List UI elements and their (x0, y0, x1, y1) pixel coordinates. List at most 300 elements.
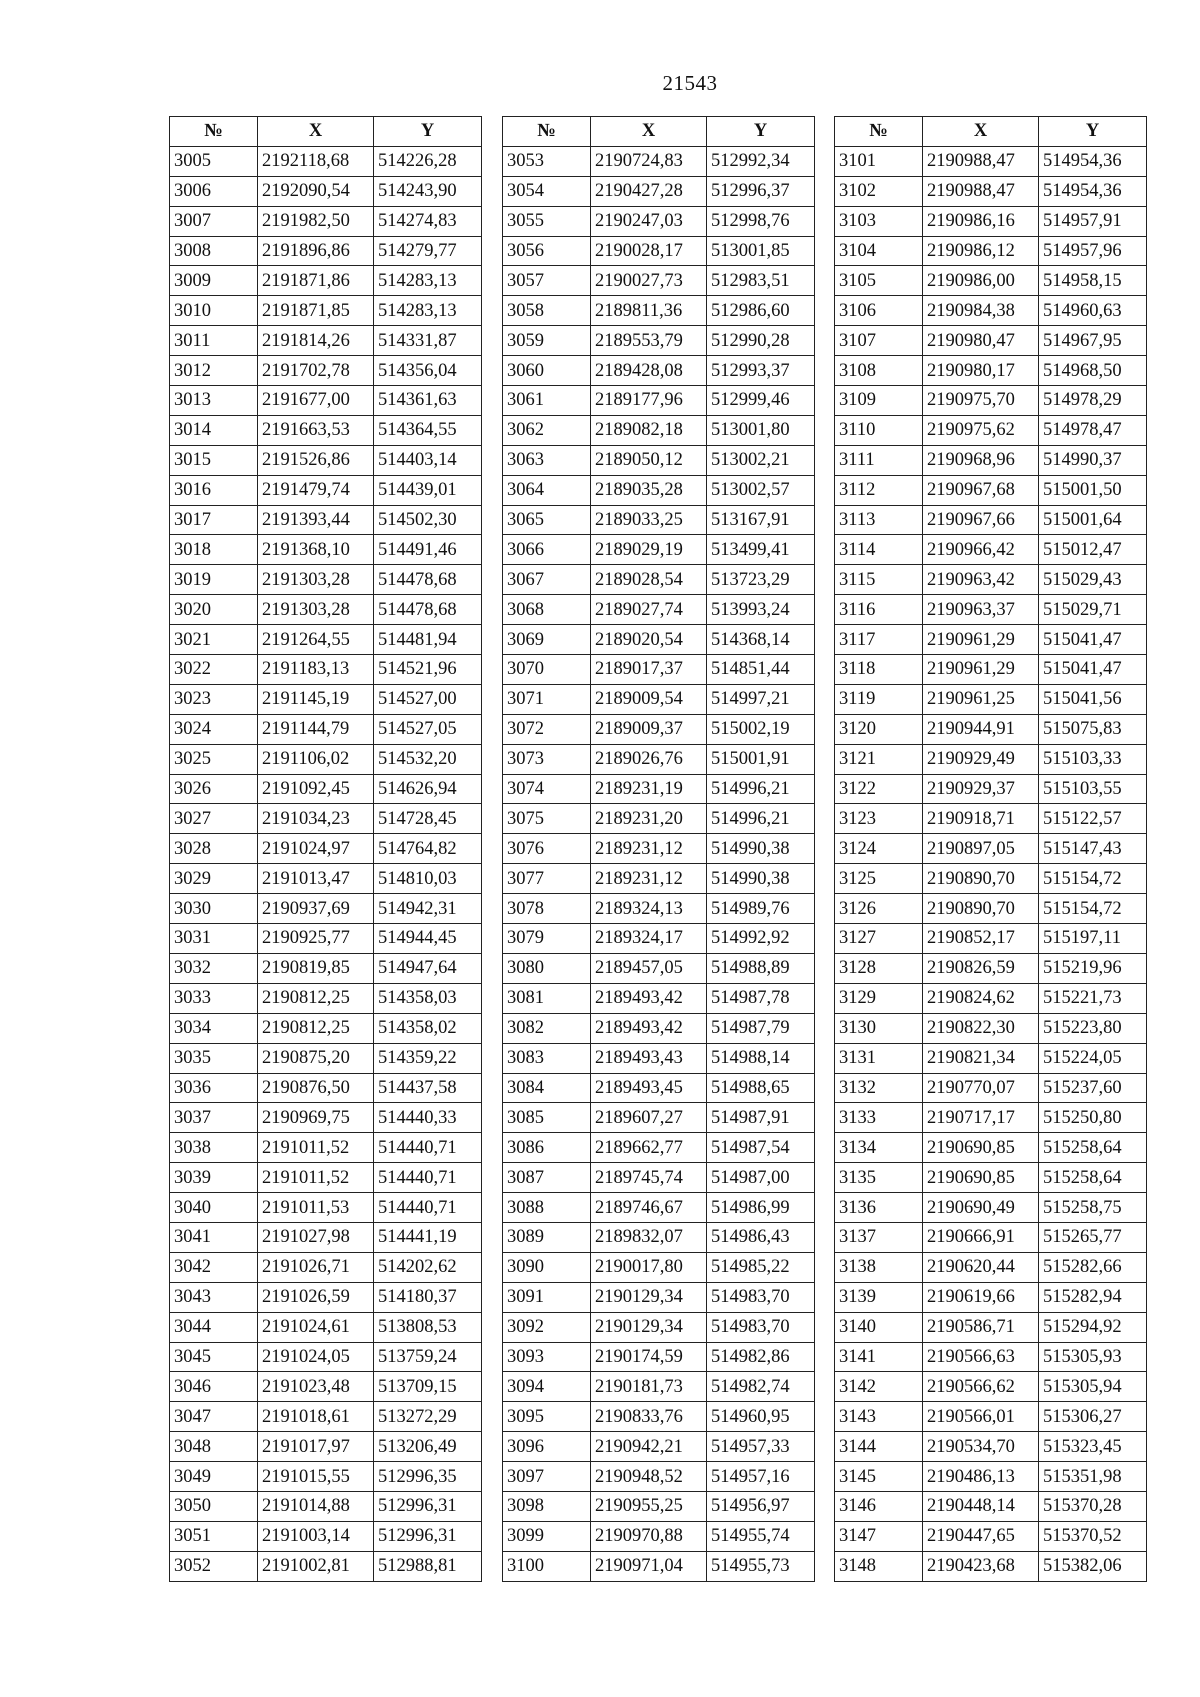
table-row (835, 206, 1147, 236)
table-row (170, 714, 482, 744)
cell-y: 515041,47 (1039, 655, 1147, 685)
cell-x: 2189231,20 (591, 804, 707, 834)
cell-number: 3039 (170, 1163, 258, 1193)
cell-x: 2190566,63 (923, 1342, 1039, 1372)
table-body (170, 146, 482, 1581)
cell-x: 2190988,47 (923, 146, 1039, 176)
cell-x: 2189324,13 (591, 894, 707, 924)
table-row (170, 1402, 482, 1432)
cell-number: 3032 (170, 953, 258, 983)
cell-y: 514502,30 (374, 505, 482, 535)
cell-number: 3147 (835, 1521, 923, 1551)
cell-y: 512993,37 (707, 356, 815, 386)
cell-number: 3143 (835, 1402, 923, 1432)
header-number: № (835, 117, 923, 147)
cell-x: 2190690,85 (923, 1133, 1039, 1163)
cell-x: 2191015,55 (258, 1462, 374, 1492)
cell-y: 513206,49 (374, 1432, 482, 1462)
cell-y: 514361,63 (374, 386, 482, 416)
table-row (835, 236, 1147, 266)
cell-y: 514440,33 (374, 1103, 482, 1133)
cell-number: 3138 (835, 1252, 923, 1282)
table-row (170, 176, 482, 206)
cell-number: 3046 (170, 1372, 258, 1402)
table-row (170, 684, 482, 714)
cell-x: 2190986,12 (923, 236, 1039, 266)
cell-x: 2190876,50 (258, 1073, 374, 1103)
cell-number: 3101 (835, 146, 923, 176)
cell-x: 2189231,19 (591, 774, 707, 804)
table-row (835, 1252, 1147, 1282)
cell-x: 2190890,70 (923, 864, 1039, 894)
table-row (170, 924, 482, 954)
cell-y: 513759,24 (374, 1342, 482, 1372)
cell-number: 3142 (835, 1372, 923, 1402)
cell-number: 3090 (503, 1252, 591, 1282)
cell-x: 2190942,21 (591, 1432, 707, 1462)
table-row (503, 266, 815, 296)
cell-x: 2191145,19 (258, 684, 374, 714)
cell-x: 2189746,67 (591, 1193, 707, 1223)
cell-number: 3005 (170, 146, 258, 176)
cell-number: 3098 (503, 1491, 591, 1521)
cell-number: 3081 (503, 983, 591, 1013)
table-row (503, 744, 815, 774)
cell-number: 3045 (170, 1342, 258, 1372)
table-row (503, 625, 815, 655)
table-body (503, 146, 815, 1581)
cell-y: 514968,50 (1039, 356, 1147, 386)
cell-x: 2190918,71 (923, 804, 1039, 834)
cell-number: 3141 (835, 1342, 923, 1372)
cell-number: 3027 (170, 804, 258, 834)
table-row (835, 565, 1147, 595)
table-row (170, 505, 482, 535)
table-row (170, 386, 482, 416)
table-row (503, 415, 815, 445)
table-row (503, 445, 815, 475)
cell-y: 514989,76 (707, 894, 815, 924)
table-row (170, 1222, 482, 1252)
cell-y: 513499,41 (707, 535, 815, 565)
cell-x: 2189324,17 (591, 924, 707, 954)
cell-x: 2190566,01 (923, 1402, 1039, 1432)
table-row (835, 535, 1147, 565)
cell-x: 2189020,54 (591, 625, 707, 655)
cell-y: 514996,21 (707, 804, 815, 834)
cell-number: 3069 (503, 625, 591, 655)
table-row (503, 1103, 815, 1133)
table-row (170, 1462, 482, 1492)
cell-x: 2190027,73 (591, 266, 707, 296)
cell-y: 514990,38 (707, 864, 815, 894)
cell-x: 2190181,73 (591, 1372, 707, 1402)
cell-x: 2190890,70 (923, 894, 1039, 924)
cell-number: 3053 (503, 146, 591, 176)
cell-number: 3123 (835, 804, 923, 834)
cell-x: 2191303,28 (258, 565, 374, 595)
cell-number: 3148 (835, 1551, 923, 1581)
cell-number: 3073 (503, 744, 591, 774)
cell-x: 2191368,10 (258, 535, 374, 565)
cell-number: 3014 (170, 415, 258, 445)
cell-x: 2191024,97 (258, 834, 374, 864)
cell-number: 3092 (503, 1312, 591, 1342)
cell-number: 3033 (170, 983, 258, 1013)
table-header-row (835, 117, 1147, 147)
table-row (170, 565, 482, 595)
cell-x: 2190937,69 (258, 894, 374, 924)
cell-x: 2190967,68 (923, 475, 1039, 505)
cell-y: 514764,82 (374, 834, 482, 864)
cell-y: 512996,31 (374, 1491, 482, 1521)
cell-number: 3010 (170, 296, 258, 326)
cell-y: 512986,60 (707, 296, 815, 326)
cell-x: 2190028,17 (591, 236, 707, 266)
table-row (170, 1372, 482, 1402)
cell-y: 514481,94 (374, 625, 482, 655)
cell-x: 2191034,23 (258, 804, 374, 834)
page-number: 21543 (662, 71, 718, 95)
cell-x: 2190447,65 (923, 1521, 1039, 1551)
cell-y: 514851,44 (707, 655, 815, 685)
cell-x: 2191871,86 (258, 266, 374, 296)
table-row (503, 684, 815, 714)
table-row (503, 1043, 815, 1073)
cell-y: 515103,33 (1039, 744, 1147, 774)
cell-number: 3058 (503, 296, 591, 326)
table-row (835, 445, 1147, 475)
cell-number: 3112 (835, 475, 923, 505)
cell-number: 3022 (170, 655, 258, 685)
table-row (170, 1103, 482, 1133)
cell-number: 3040 (170, 1193, 258, 1223)
cell-x: 2191018,61 (258, 1402, 374, 1432)
cell-x: 2190486,13 (923, 1462, 1039, 1492)
table-row (503, 1312, 815, 1342)
cell-number: 3109 (835, 386, 923, 416)
header-x: X (258, 117, 374, 147)
cell-number: 3024 (170, 714, 258, 744)
cell-y: 514960,95 (707, 1402, 815, 1432)
cell-y: 515221,73 (1039, 983, 1147, 1013)
cell-x: 2190961,29 (923, 655, 1039, 685)
table-row (835, 296, 1147, 326)
cell-x: 2189026,76 (591, 744, 707, 774)
cell-number: 3096 (503, 1432, 591, 1462)
cell-y: 515306,27 (1039, 1402, 1147, 1432)
cell-y: 515305,93 (1039, 1342, 1147, 1372)
cell-y: 514942,31 (374, 894, 482, 924)
cell-number: 3100 (503, 1551, 591, 1581)
cell-number: 3026 (170, 774, 258, 804)
table-row (503, 1222, 815, 1252)
cell-number: 3108 (835, 356, 923, 386)
cell-y: 514978,29 (1039, 386, 1147, 416)
table-row (503, 834, 815, 864)
table-row (835, 1491, 1147, 1521)
table-row (170, 1193, 482, 1223)
cell-y: 514985,22 (707, 1252, 815, 1282)
cell-x: 2191814,26 (258, 326, 374, 356)
table-row (170, 1312, 482, 1342)
cell-number: 3091 (503, 1282, 591, 1312)
coordinate-table-2 (502, 116, 815, 1582)
cell-x: 2190423,68 (923, 1551, 1039, 1581)
table-row (835, 326, 1147, 356)
coordinate-table-3 (834, 116, 1147, 1582)
cell-x: 2190969,75 (258, 1103, 374, 1133)
cell-number: 3051 (170, 1521, 258, 1551)
table-row (170, 356, 482, 386)
cell-number: 3085 (503, 1103, 591, 1133)
cell-x: 2190948,52 (591, 1462, 707, 1492)
table-row (835, 1282, 1147, 1312)
cell-y: 515237,60 (1039, 1073, 1147, 1103)
cell-x: 2190975,62 (923, 415, 1039, 445)
cell-y: 515147,43 (1039, 834, 1147, 864)
cell-y: 512990,28 (707, 326, 815, 356)
cell-number: 3059 (503, 326, 591, 356)
cell-y: 515258,64 (1039, 1163, 1147, 1193)
table-row (503, 655, 815, 685)
table-row (170, 236, 482, 266)
table-row (503, 1521, 815, 1551)
cell-number: 3041 (170, 1222, 258, 1252)
cell-y: 514356,04 (374, 356, 482, 386)
table-row (835, 176, 1147, 206)
cell-x: 2191144,79 (258, 714, 374, 744)
cell-number: 3093 (503, 1342, 591, 1372)
cell-y: 515282,66 (1039, 1252, 1147, 1282)
cell-x: 2190566,62 (923, 1372, 1039, 1402)
table-row (835, 983, 1147, 1013)
cell-y: 515075,83 (1039, 714, 1147, 744)
cell-number: 3084 (503, 1073, 591, 1103)
table-row (835, 356, 1147, 386)
cell-y: 514996,21 (707, 774, 815, 804)
cell-y: 515265,77 (1039, 1222, 1147, 1252)
cell-number: 3044 (170, 1312, 258, 1342)
cell-number: 3052 (170, 1551, 258, 1581)
cell-y: 514440,71 (374, 1163, 482, 1193)
table-row (170, 864, 482, 894)
cell-number: 3075 (503, 804, 591, 834)
cell-x: 2190819,85 (258, 953, 374, 983)
cell-number: 3023 (170, 684, 258, 714)
table-row (170, 744, 482, 774)
cell-x: 2190984,38 (923, 296, 1039, 326)
cell-x: 2190970,88 (591, 1521, 707, 1551)
cell-y: 514243,90 (374, 176, 482, 206)
cell-y: 514982,86 (707, 1342, 815, 1372)
table-row (835, 1551, 1147, 1581)
cell-y: 514440,71 (374, 1193, 482, 1223)
table-row (170, 625, 482, 655)
cell-number: 3131 (835, 1043, 923, 1073)
cell-x: 2190448,14 (923, 1491, 1039, 1521)
cell-y: 515041,56 (1039, 684, 1147, 714)
cell-number: 3048 (170, 1432, 258, 1462)
cell-number: 3037 (170, 1103, 258, 1133)
cell-x: 2191002,81 (258, 1551, 374, 1581)
cell-y: 514987,79 (707, 1013, 815, 1043)
table-row (170, 146, 482, 176)
cell-y: 512996,35 (374, 1462, 482, 1492)
table-row (503, 1282, 815, 1312)
cell-x: 2190690,85 (923, 1163, 1039, 1193)
cell-number: 3064 (503, 475, 591, 505)
cell-number: 3028 (170, 834, 258, 864)
table-row (503, 356, 815, 386)
table-row (835, 415, 1147, 445)
cell-number: 3114 (835, 535, 923, 565)
cell-y: 514358,03 (374, 983, 482, 1013)
cell-y: 514987,78 (707, 983, 815, 1013)
header-y: Y (374, 117, 482, 147)
cell-number: 3119 (835, 684, 923, 714)
cell-number: 3021 (170, 625, 258, 655)
cell-number: 3006 (170, 176, 258, 206)
cell-number: 3029 (170, 864, 258, 894)
cell-number: 3076 (503, 834, 591, 864)
table-row (835, 266, 1147, 296)
cell-y: 514439,01 (374, 475, 482, 505)
cell-number: 3065 (503, 505, 591, 535)
cell-y: 514364,55 (374, 415, 482, 445)
cell-number: 3105 (835, 266, 923, 296)
cell-y: 515029,71 (1039, 595, 1147, 625)
cell-x: 2191013,47 (258, 864, 374, 894)
cell-number: 3128 (835, 953, 923, 983)
cell-y: 513808,53 (374, 1312, 482, 1342)
table-row (170, 1043, 482, 1073)
cell-x: 2190812,25 (258, 1013, 374, 1043)
table-row (503, 236, 815, 266)
cell-number: 3008 (170, 236, 258, 266)
cell-number: 3145 (835, 1462, 923, 1492)
cell-y: 514988,89 (707, 953, 815, 983)
cell-x: 2190129,34 (591, 1312, 707, 1342)
cell-x: 2190980,17 (923, 356, 1039, 386)
cell-x: 2190929,37 (923, 774, 1039, 804)
cell-y: 514478,68 (374, 565, 482, 595)
cell-y: 514988,65 (707, 1073, 815, 1103)
cell-x: 2189745,74 (591, 1163, 707, 1193)
header-y: Y (707, 117, 815, 147)
cell-y: 514527,00 (374, 684, 482, 714)
cell-x: 2190971,04 (591, 1551, 707, 1581)
cell-x: 2189009,37 (591, 714, 707, 744)
cell-x: 2191871,85 (258, 296, 374, 326)
cell-number: 3139 (835, 1282, 923, 1312)
cell-y: 514202,62 (374, 1252, 482, 1282)
table-row (835, 924, 1147, 954)
table-row (170, 266, 482, 296)
cell-y: 515103,55 (1039, 774, 1147, 804)
header-x: X (923, 117, 1039, 147)
cell-x: 2191702,78 (258, 356, 374, 386)
cell-y: 514986,43 (707, 1222, 815, 1252)
table-row (503, 1342, 815, 1372)
table-row (503, 1193, 815, 1223)
cell-number: 3106 (835, 296, 923, 326)
cell-y: 515370,28 (1039, 1491, 1147, 1521)
table-row (503, 1073, 815, 1103)
cell-x: 2191106,02 (258, 744, 374, 774)
table-row (503, 475, 815, 505)
table-row (170, 1133, 482, 1163)
cell-y: 514987,91 (707, 1103, 815, 1133)
cell-x: 2189177,96 (591, 386, 707, 416)
table-row (170, 445, 482, 475)
cell-y: 514960,63 (1039, 296, 1147, 326)
cell-y: 514986,99 (707, 1193, 815, 1223)
cell-number: 3088 (503, 1193, 591, 1223)
cell-y: 512992,34 (707, 146, 815, 176)
cell-y: 514368,14 (707, 625, 815, 655)
cell-x: 2189082,18 (591, 415, 707, 445)
cell-x: 2191024,05 (258, 1342, 374, 1372)
cell-y: 512998,76 (707, 206, 815, 236)
cell-y: 512999,46 (707, 386, 815, 416)
cell-x: 2190852,17 (923, 924, 1039, 954)
cell-y: 514810,03 (374, 864, 482, 894)
cell-number: 3124 (835, 834, 923, 864)
cell-x: 2190961,25 (923, 684, 1039, 714)
cell-y: 513167,91 (707, 505, 815, 535)
cell-number: 3018 (170, 535, 258, 565)
table-row (835, 1073, 1147, 1103)
table-row (170, 1551, 482, 1581)
cell-x: 2190812,25 (258, 983, 374, 1013)
table-row (835, 505, 1147, 535)
cell-x: 2190925,77 (258, 924, 374, 954)
cell-number: 3144 (835, 1432, 923, 1462)
cell-y: 515223,80 (1039, 1013, 1147, 1043)
table-row (835, 864, 1147, 894)
cell-x: 2189832,07 (591, 1222, 707, 1252)
table-row (503, 206, 815, 236)
table-row (503, 1432, 815, 1462)
cell-y: 514957,91 (1039, 206, 1147, 236)
cell-x: 2191027,98 (258, 1222, 374, 1252)
cell-y: 515197,11 (1039, 924, 1147, 954)
cell-number: 3078 (503, 894, 591, 924)
table-row (835, 1163, 1147, 1193)
cell-number: 3012 (170, 356, 258, 386)
cell-x: 2189811,36 (591, 296, 707, 326)
cell-y: 513001,85 (707, 236, 815, 266)
cell-number: 3125 (835, 864, 923, 894)
cell-number: 3079 (503, 924, 591, 954)
cell-x: 2189493,45 (591, 1073, 707, 1103)
table-row (170, 983, 482, 1013)
cell-x: 2190875,20 (258, 1043, 374, 1073)
table-row (835, 1521, 1147, 1551)
cell-x: 2190017,80 (591, 1252, 707, 1282)
cell-x: 2189493,42 (591, 983, 707, 1013)
table-row (503, 595, 815, 625)
cell-number: 3137 (835, 1222, 923, 1252)
table-row (835, 1193, 1147, 1223)
table-row (503, 146, 815, 176)
cell-x: 2189050,12 (591, 445, 707, 475)
cell-y: 514978,47 (1039, 415, 1147, 445)
cell-number: 3132 (835, 1073, 923, 1103)
cell-number: 3011 (170, 326, 258, 356)
table-header-row (170, 117, 482, 147)
